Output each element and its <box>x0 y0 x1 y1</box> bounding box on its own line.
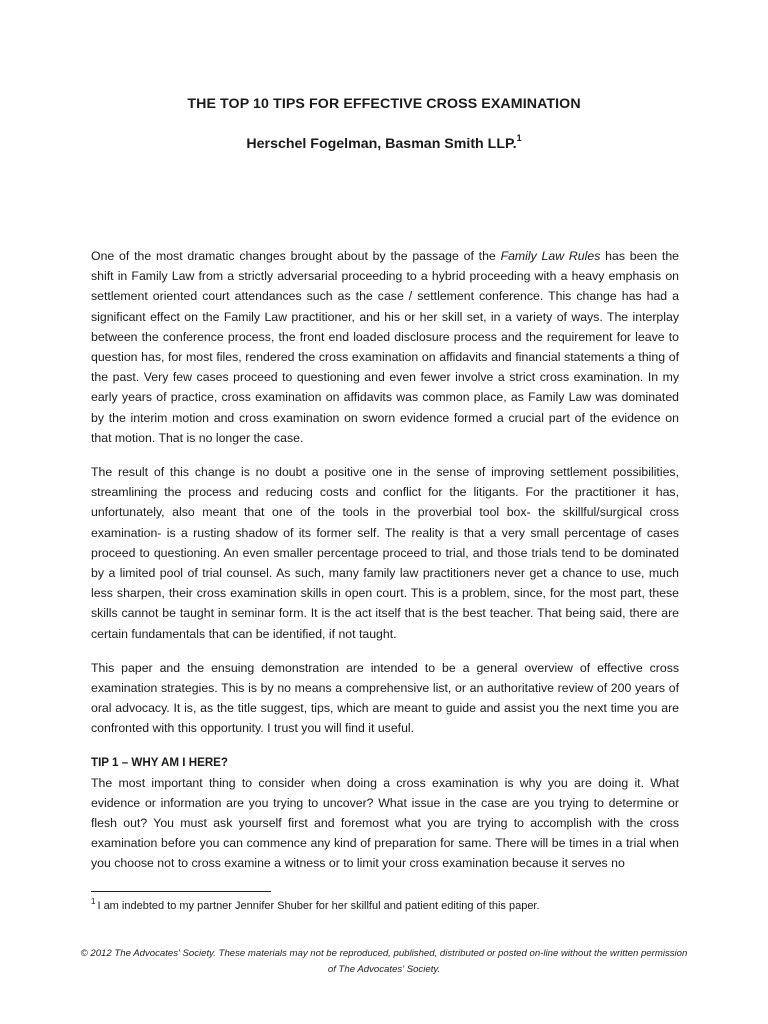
tip-1-heading: TIP 1 – WHY AM I HERE? <box>91 755 229 769</box>
document-body <box>91 246 679 874</box>
document-title: THE TOP 10 TIPS FOR EFFECTIVE CROSS EXAMINATION <box>187 96 581 112</box>
footnote-number: 1 <box>91 897 96 906</box>
paragraph-intro: One of the most dramatic changes brought about by the passage of the Family Law Rules has been the shift in Family Law from a strictly adversarial proceeding to a hybrid proceeding with a heavy emphasis on settlement oriented court attendances such as the case / settlement conference. This change has had a significant effect on the Family Law practitioner, and his or her skill set, in a variety of ways. The interplay between the conference process, the front end loaded disclosure process and the requirement for leave to question has, for most files, rendered the cross examination on affidavits and financial statements a thing of the past. Very few cases proceed to questioning and even fewer involve a strict cross examination. In my early years of practice, cross examination on affidavits was common place, as Family Law was dominated by the interim motion and cross examination on sworn evidence formed a crucial part of the evidence on that motion. That is no longer the case. <box>91 249 680 445</box>
copyright-line-2: of The Advocates' Society. <box>327 963 441 975</box>
paragraph-result: The result of this change is no doubt a positive one in the sense of improving settlement possibilities, streamlining the process and reducing costs and conflict for the litigants. For the practitioner it has, unfortunately, also meant that one of the tools in the proverbial tool box- the skillful/surgical cross examination- is a rusting shadow of its former self. The reality is that a very small percentage of cases proceed to questioning. An even smaller percentage proceed to trial, and those trials tend to be dominated by a limited pool of trial counsel. As such, many family law practitioners never get a chance to use, much less sharpen, their cross examination skills in open court. This is a problem, since, for the most part, these skills cannot be taught in seminar form. It is the act itself that is the best teacher. That being said, there are certain fundamentals that can be identified, if not taught. <box>91 465 679 641</box>
copyright-line-1: © 2012 The Advocates' Society. These materials may not be reproduced, published, distributed or posted on-line without the written permission <box>80 948 688 959</box>
author-name: Herschel Fogelman, Basman Smith LLP. <box>246 136 517 152</box>
author-line <box>0 133 768 152</box>
footnote <box>91 898 540 914</box>
rules-name: Family Law Rules <box>500 249 601 263</box>
copyright-notice <box>70 946 698 977</box>
tip-1-text: The most important thing to consider when doing a cross examination is why you are doing it. What evidence or information are you trying to uncover? What issue in the case are you trying to determine or flesh out? You must ask yourself first and foremost what you are trying to accomplish with the cross examination before you can commence any kind of preparation for same. There will be times in a trial when you choose not to cross examine a witness or to limit your cross examination because it serves no <box>91 775 679 871</box>
footnote-text: I am indebted to my partner Jennifer Shuber for her skillful and patient editing of this paper. <box>97 900 540 912</box>
footnote-ref: 1 <box>516 133 522 143</box>
footnote-divider <box>91 891 271 892</box>
paragraph-purpose: This paper and the ensuing demonstration are intended to be a general overview of effective cross examination strategies. This is by no means a comprehensive list, or an authoritative review of 200 years of oral advocacy. It is, as the title suggest, tips, which are meant to guide and assist you the next time you are confronted with this opportunity. I trust you will find it useful. <box>91 660 679 736</box>
